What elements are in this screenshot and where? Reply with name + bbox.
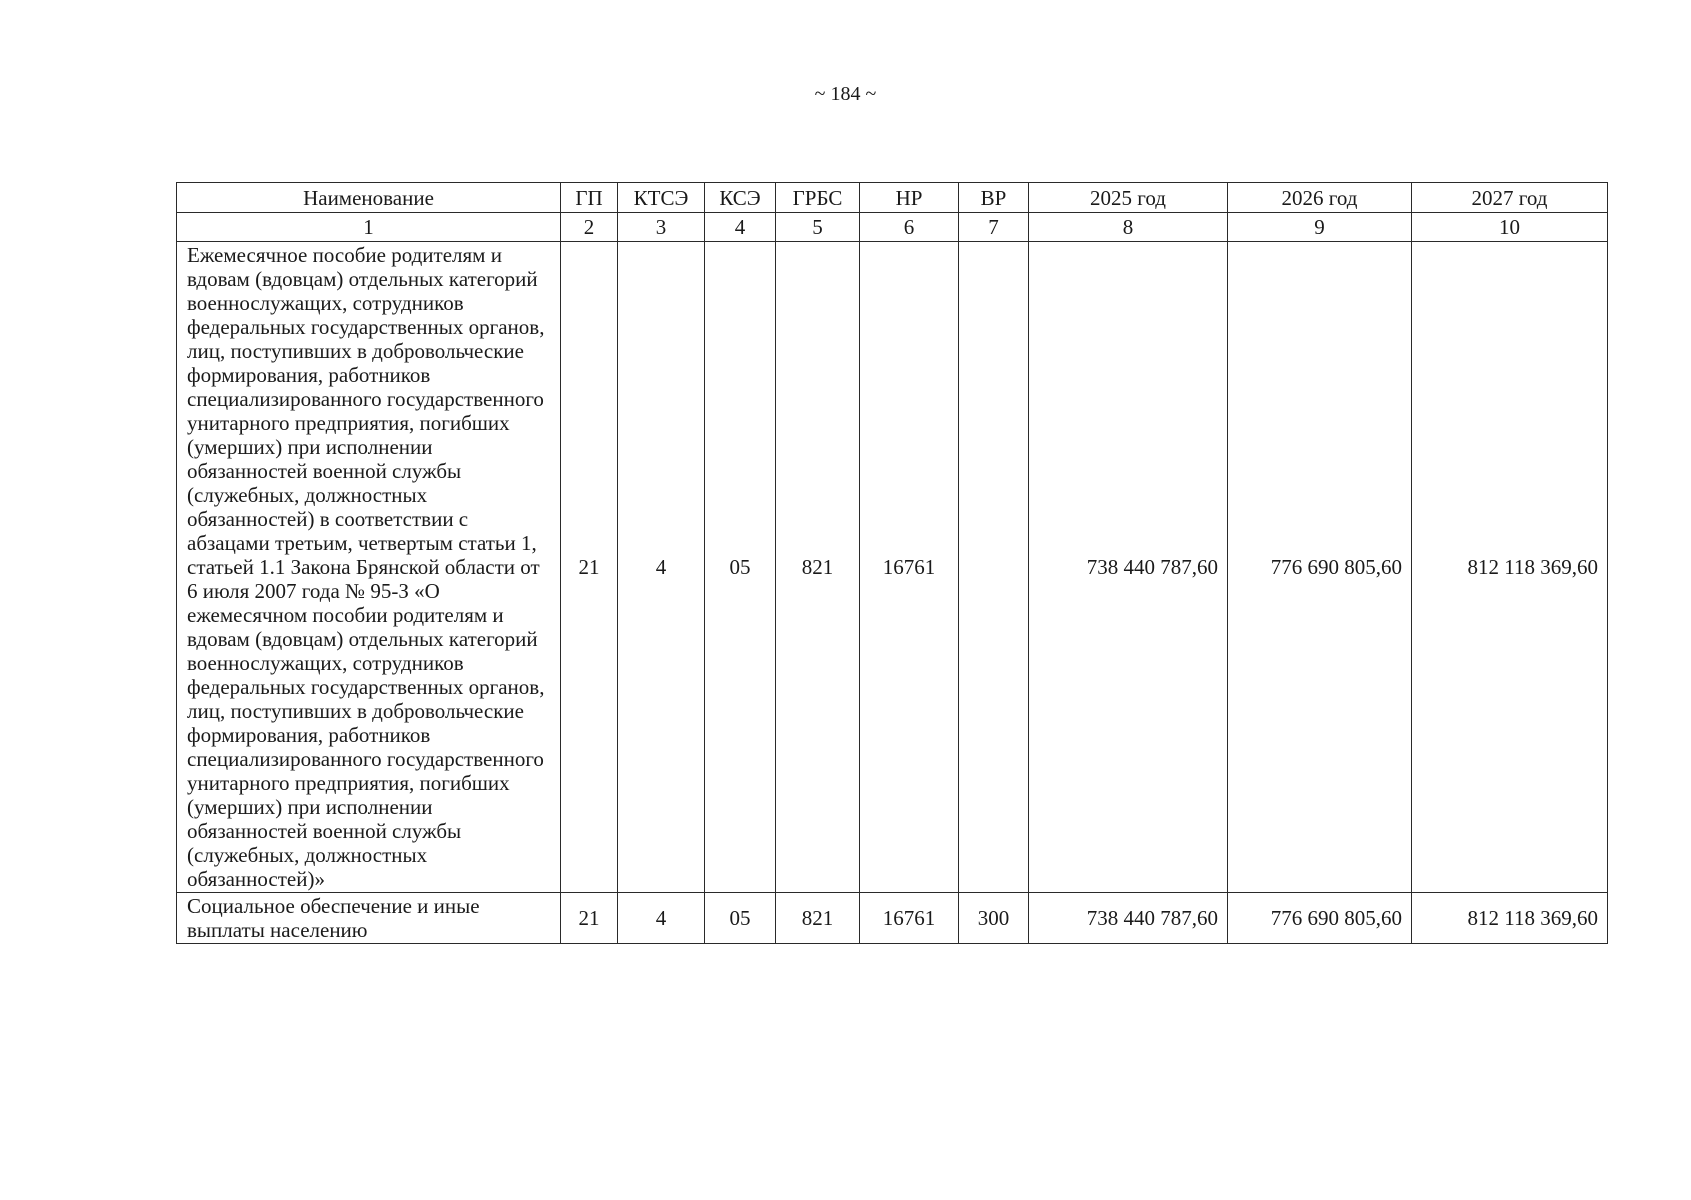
column-number: 5 xyxy=(776,213,860,242)
column-number: 1 xyxy=(177,213,561,242)
header-nr: НР xyxy=(860,183,959,213)
column-number: 2 xyxy=(561,213,618,242)
row-nr: 16761 xyxy=(860,893,959,944)
header-name: Наименование xyxy=(177,183,561,213)
column-number: 9 xyxy=(1228,213,1412,242)
header-vr: ВР xyxy=(959,183,1029,213)
row-kse: 05 xyxy=(705,242,776,893)
row-name: Ежемесячное пособие родителям и вдовам (вдовцам) отдельных категорий военнослужащих, сотрудников федеральных государственных органов, лиц, поступивших в добровольческие формирования, работников специализированного государственного унитарного предприятия, погибших (умерших) при исполнении обязанностей военной службы (служебных, должностных обязанностей) в соответствии с абзацами третьим, четвертым статьи 1, статьей 1.1 Закона Брянской области от 6 июля 2007 года № 95-З «О ежемесячном пособии родителям и вдовам (вдовцам) отдельных категорий военнослужащих, сотрудников федеральных государственных органов, лиц, поступивших в добровольческие формирования, работников специализированного государственного унитарного предприятия, погибших (умерших) при исполнении обязанностей военной службы (служебных, должностных обязанностей)» xyxy=(177,242,561,893)
header-2026: 2026 год xyxy=(1228,183,1412,213)
row-vr: 300 xyxy=(959,893,1029,944)
column-number: 3 xyxy=(618,213,705,242)
row-gp: 21 xyxy=(561,893,618,944)
header-2027: 2027 год xyxy=(1412,183,1608,213)
row-amount-2025: 738 440 787,60 xyxy=(1029,242,1228,893)
row-nr: 16761 xyxy=(860,242,959,893)
page-number: ~ 184 ~ xyxy=(814,83,877,105)
column-number-row xyxy=(177,213,1608,242)
column-number: 4 xyxy=(705,213,776,242)
row-gp: 21 xyxy=(561,242,618,893)
budget-table xyxy=(176,182,1608,944)
header-gp: ГП xyxy=(561,183,618,213)
row-vr xyxy=(959,242,1029,893)
row-amount-2025: 738 440 787,60 xyxy=(1029,893,1228,944)
header-2025: 2025 год xyxy=(1029,183,1228,213)
row-amount-2027: 812 118 369,60 xyxy=(1412,893,1608,944)
column-number: 10 xyxy=(1412,213,1608,242)
row-amount-2026: 776 690 805,60 xyxy=(1228,242,1412,893)
header-kse: КСЭ xyxy=(705,183,776,213)
column-number: 6 xyxy=(860,213,959,242)
row-grbs: 821 xyxy=(776,893,860,944)
column-number: 7 xyxy=(959,213,1029,242)
row-amount-2027: 812 118 369,60 xyxy=(1412,242,1608,893)
row-amount-2026: 776 690 805,60 xyxy=(1228,893,1412,944)
row-ktse: 4 xyxy=(618,242,705,893)
table-row xyxy=(177,242,1608,893)
table-row xyxy=(177,893,1608,944)
row-kse: 05 xyxy=(705,893,776,944)
header-grbs: ГРБС xyxy=(776,183,860,213)
row-grbs: 821 xyxy=(776,242,860,893)
row-name: Социальное обеспечение и иные выплаты населению xyxy=(177,893,561,944)
header-row xyxy=(177,183,1608,213)
row-ktse: 4 xyxy=(618,893,705,944)
column-number: 8 xyxy=(1029,213,1228,242)
header-ktse: КТСЭ xyxy=(618,183,705,213)
